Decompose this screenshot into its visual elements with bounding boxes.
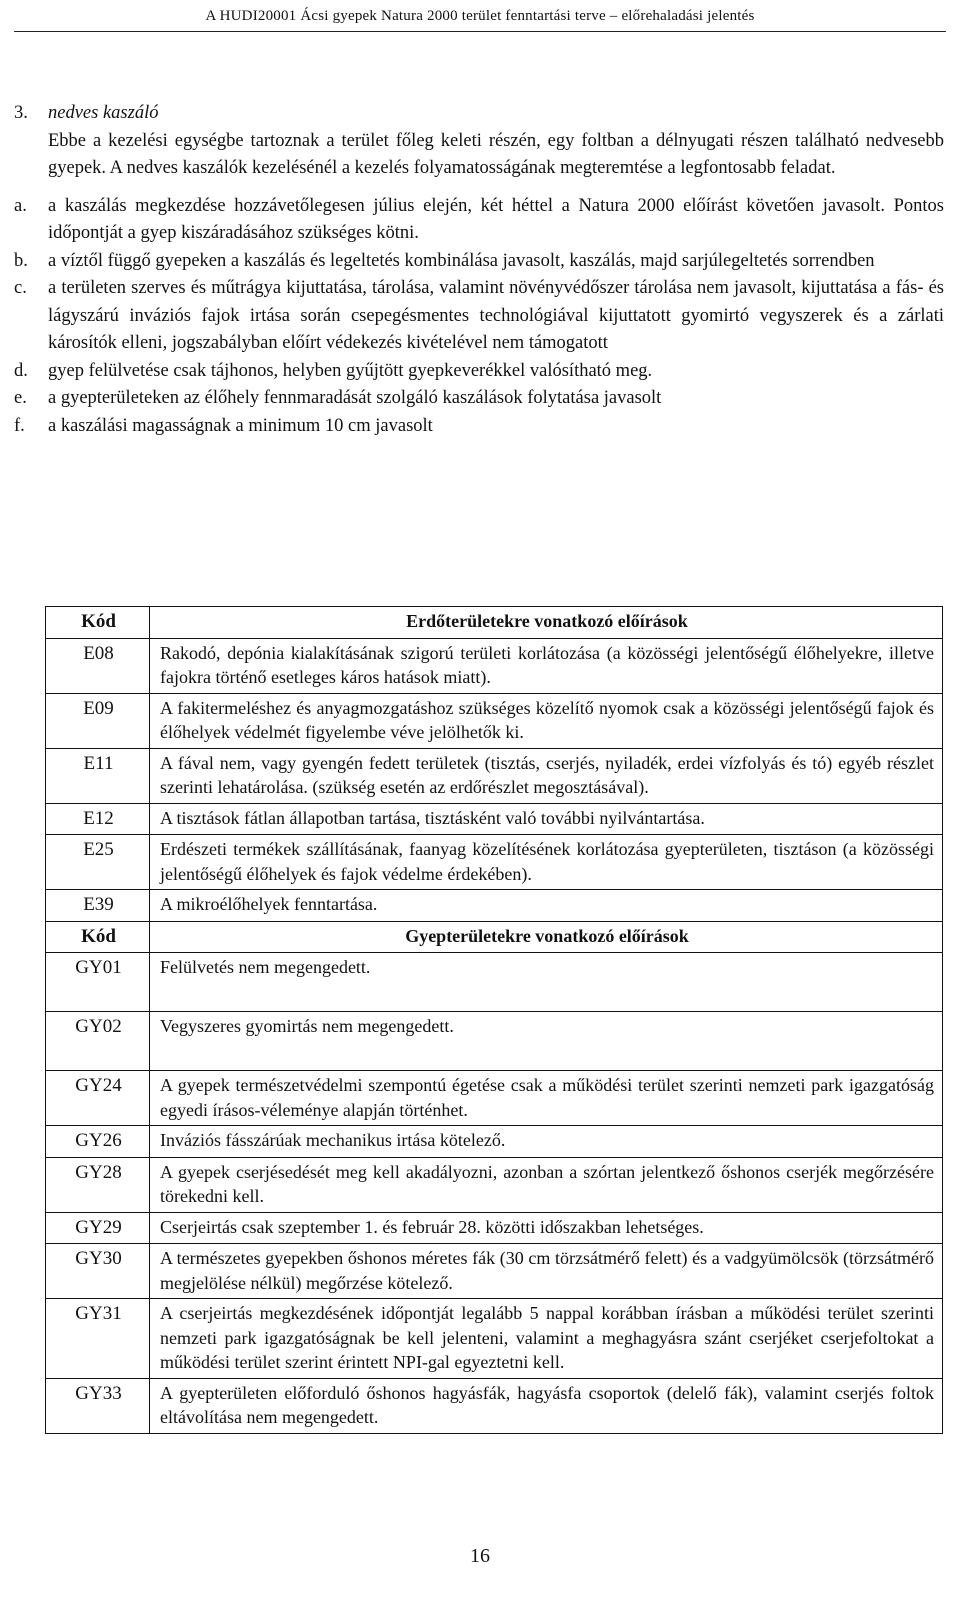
list-marker: a. xyxy=(14,195,27,216)
running-header: A HUDI20001 Ácsi gyepek Natura 2000 terület fenntartási terve – előrehaladási jelentés xyxy=(205,8,755,24)
rule-code: E08 xyxy=(46,638,150,693)
table-row xyxy=(46,1299,943,1379)
table-row xyxy=(46,803,943,835)
rule-text: A cserjeirtás megkezdésének időpontját legalább 5 nappal korábban írásban a működési terület szerinti nemzeti park igazgatóságnak be kell jelenteni, valamint a meghagyásra szánt cserjéket cserjefoltokat a működési terület szerint érintett NPI-gal egyeztetni kell. xyxy=(150,1299,943,1379)
list-item xyxy=(14,248,944,276)
list-marker: b. xyxy=(14,250,28,271)
rule-code: GY28 xyxy=(46,1157,150,1212)
rule-code: GY33 xyxy=(46,1378,150,1433)
prescriptions-table xyxy=(45,606,943,1434)
rule-code: GY31 xyxy=(46,1299,150,1379)
rule-code: E11 xyxy=(46,748,150,803)
rule-text: A fakitermeléshez és anyagmozgatáshoz szükséges közelítő nyomok csak a közösségi jelentőségű fajok és élőhelyek védelmét figyelembe véve jelölhetők ki. xyxy=(150,693,943,748)
table-header-row xyxy=(46,921,943,953)
rule-code: E25 xyxy=(46,835,150,890)
header-rule xyxy=(14,31,946,32)
table-row xyxy=(46,835,943,890)
rule-text: Erdészeti termékek szállításának, faanyag közelítésének korlátozása gyepterületen, tisztáson (a közösségi jelentőségű élőhelyek és fajok védelme érdekében). xyxy=(150,835,943,890)
rule-text: Cserjeirtás csak szeptember 1. és február 28. közötti időszakban lehetséges. xyxy=(150,1212,943,1244)
rule-text: A mikroélőhelyek fenntartása. xyxy=(150,890,943,922)
rule-code: GY02 xyxy=(46,1012,150,1071)
table-row xyxy=(46,1071,943,1126)
section-heading xyxy=(14,100,944,128)
table-row xyxy=(46,693,943,748)
list-text: gyep felülvetése csak tájhonos, helyben gyűjtött gyepkeverékkel valósítható meg. xyxy=(48,360,653,381)
rule-text: Inváziós fásszárúak mechanikus irtása kötelező. xyxy=(150,1126,943,1158)
rule-text: A tisztások fátlan állapotban tartása, tisztásként való további nyilvántartása. xyxy=(150,803,943,835)
table-row xyxy=(46,1212,943,1244)
table-row xyxy=(46,748,943,803)
list-item xyxy=(14,413,944,441)
rule-text: Rakodó, depónia kialakításának szigorú területi korlátozása (a közösségi jelentőségű élőhelyekre, illetve fajokra történő esetleges káros hatások miatt). xyxy=(150,638,943,693)
list-marker: f. xyxy=(14,415,25,436)
page-number: 16 xyxy=(470,1545,490,1567)
rule-code: GY01 xyxy=(46,953,150,1012)
section-wet-meadow xyxy=(14,100,944,440)
rule-text: Vegyszeres gyomirtás nem megengedett. xyxy=(150,1012,943,1071)
table-row xyxy=(46,1126,943,1158)
rule-text: A gyepek természetvédelmi szempontú égetése csak a működési terület szerinti nemzeti park igazgatóság egyedi írásos-véleménye alapján történhet. xyxy=(150,1071,943,1126)
list-text: a gyepterületeken az élőhely fennmaradását szolgáló kaszálások folytatása javasolt xyxy=(48,388,662,408)
rule-text: A természetes gyepekben őshonos méretes fák (30 cm törzsátmérő felett) és a vadgyümölcsök (törzsátmérő megjelölése nélkül) megőrzése kötelező. xyxy=(150,1244,943,1299)
list-marker: d. xyxy=(14,360,28,381)
list-item xyxy=(14,358,944,386)
list-marker: c. xyxy=(14,278,27,298)
grass-table-title: Gyepterületekre vonatkozó előírások xyxy=(150,921,943,953)
rule-text: A fával nem, vagy gyengén fedett területek (tisztás, cserjés, nyiladék, erdei vízfolyás és tó) egyéb részlet szerinti lehatárolása. (szükség esetén az erdőrészlet megosztásával). xyxy=(150,748,943,803)
rule-text: Felülvetés nem megengedett. xyxy=(150,953,943,1012)
list-item xyxy=(14,385,944,413)
table-row xyxy=(46,1378,943,1433)
table-row xyxy=(46,1244,943,1299)
section-intro: Ebbe a kezelési egységbe tartoznak a terület főleg keleti részén, egy foltban a délnyugati részen található nedvesebb gyepek. A nedves kaszálók kezelésénél a kezelés folyamatosságának megteremtése a legfontosabb feladat. xyxy=(48,130,944,178)
list-text: a kaszálás megkezdése hozzávetőlegesen július elején, két héttel a Natura 2000 előírást követően javasolt. Pontos időpontját a gyep kiszáradásához szükséges kötni. xyxy=(48,195,944,243)
rule-text: A gyepek cserjésedését meg kell akadályozni, azonban a szórtan jelentkező őshonos cserjék megőrzésére törekedni kell. xyxy=(150,1157,943,1212)
list-item xyxy=(14,193,944,248)
section-number: 3. xyxy=(14,103,28,123)
forest-table-title: Erdőterületekre vonatkozó előírások xyxy=(150,607,943,639)
section-title: nedves kaszáló xyxy=(48,103,159,123)
management-list xyxy=(14,193,944,441)
rule-code: GY29 xyxy=(46,1212,150,1244)
rule-code: E09 xyxy=(46,693,150,748)
table-row xyxy=(46,1012,943,1071)
rule-text: A gyepterületen előforduló őshonos hagyásfák, hagyásfa csoportok (delelő fák), valamint cserjés foltok eltávolítása nem megengedett. xyxy=(150,1378,943,1433)
code-column-header: Kód xyxy=(46,921,150,953)
rule-code: GY26 xyxy=(46,1126,150,1158)
list-text: a kaszálási magasságnak a minimum 10 cm javasolt xyxy=(48,415,433,436)
table-row xyxy=(46,638,943,693)
table-header-row xyxy=(46,607,943,639)
code-column-header: Kód xyxy=(46,607,150,639)
rule-code: E39 xyxy=(46,890,150,922)
list-marker: e. xyxy=(14,388,27,408)
list-item xyxy=(14,275,944,358)
rule-code: E12 xyxy=(46,803,150,835)
list-text: a területen szerves és műtrágya kijuttatása, tárolása, valamint növényvédőszer tárolása nem javasolt, kijuttatása a fás- és lágyszárú inváziós fajok irtása során csepegésmentes technológiával kijuttatott gyomirtó vegyszerek és a zárlati károsítók elleni, jogszabályban előírt védekezés kivételével nem támogatott xyxy=(48,278,944,353)
table-row xyxy=(46,953,943,1012)
rule-code: GY24 xyxy=(46,1071,150,1126)
rule-code: GY30 xyxy=(46,1244,150,1299)
table-row xyxy=(46,890,943,922)
table-row xyxy=(46,1157,943,1212)
list-text: a víztől függő gyepeken a kaszálás és legeltetés kombinálása javasolt, kaszálás, majd sarjúlegeltetés sorrendben xyxy=(48,250,875,271)
